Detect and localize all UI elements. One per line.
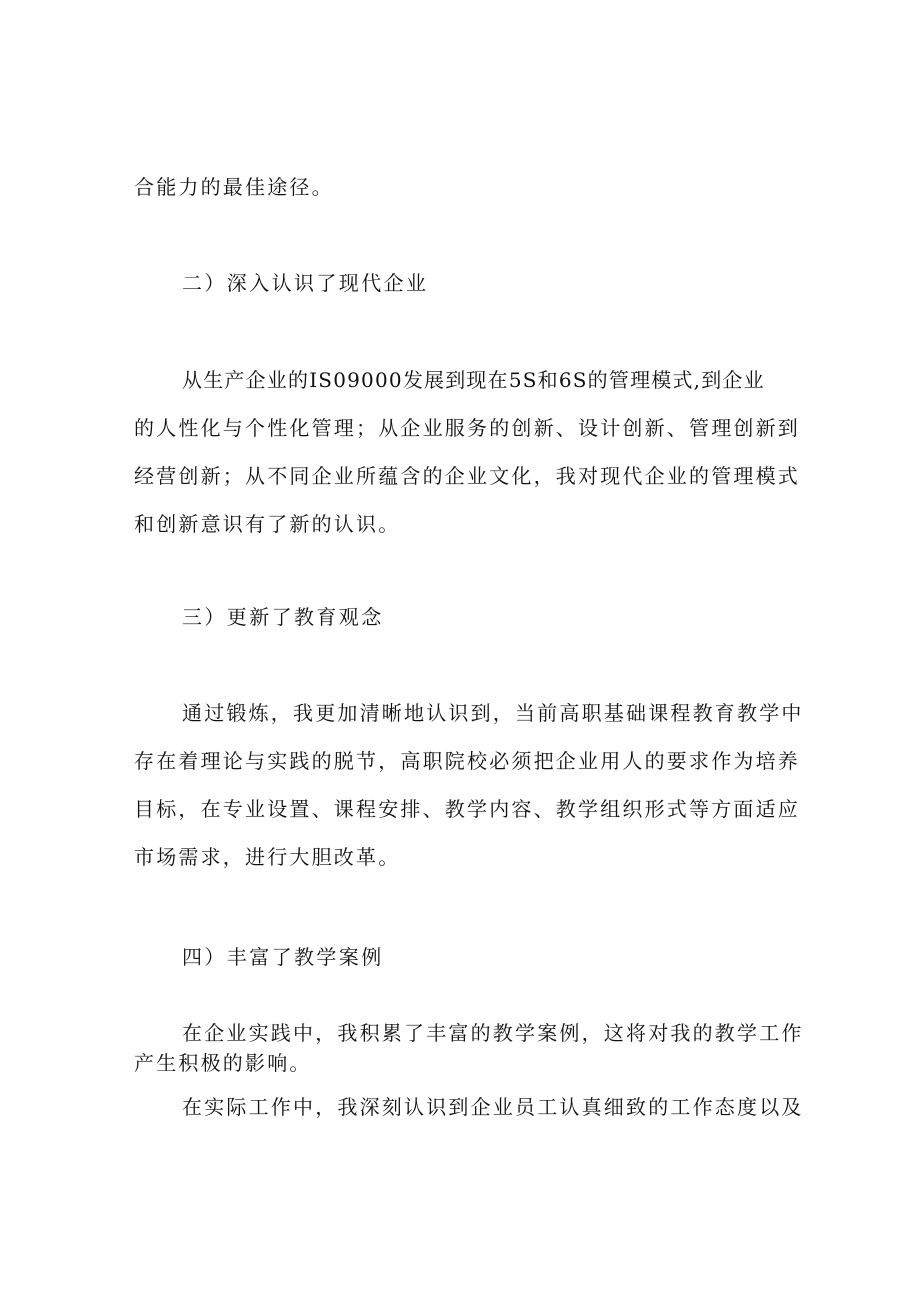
paragraph-line: 市场需求，进行大胆改革。 [134, 845, 401, 869]
section-heading-3: 三）更新了教育观念 [182, 605, 384, 629]
paragraph-line: 的人性化与个性化管理；从企业服务的创新、设计创新、管理创新到 [134, 416, 800, 440]
paragraph-line: 从生产企业的IS09000发展到现在5S和6S的管理模式,到企业 [182, 368, 765, 392]
section-heading-4: 四）丰富了教学案例 [182, 945, 384, 969]
paragraph-line: 合能力的最佳途径。 [134, 175, 334, 199]
paragraph-line: 目标，在专业设置、课程安排、教学内容、教学组织形式等方面适应 [134, 797, 800, 821]
paragraph-line: 和创新意识有了新的认识。 [134, 512, 401, 536]
section-heading-2: 二）深入认识了现代企业 [182, 271, 429, 295]
paragraph-line: 在企业实践中，我积累了丰富的教学案例，这将对我的教学工作 [182, 1021, 804, 1045]
paragraph-line: 经营创新；从不同企业所蕴含的企业文化，我对现代企业的管理模式 [134, 464, 800, 488]
paragraph-line: 在实际工作中，我深刻认识到企业员工认真细致的工作态度以及 [182, 1095, 804, 1119]
paragraph-line: 产生积极的影响。 [134, 1051, 312, 1075]
paragraph-line: 通过锻炼，我更加清晰地认识到，当前高职基础课程教育教学中 [182, 701, 804, 725]
paragraph-line: 存在着理论与实践的脱节，高职院校必须把企业用人的要求作为培养 [134, 749, 800, 773]
